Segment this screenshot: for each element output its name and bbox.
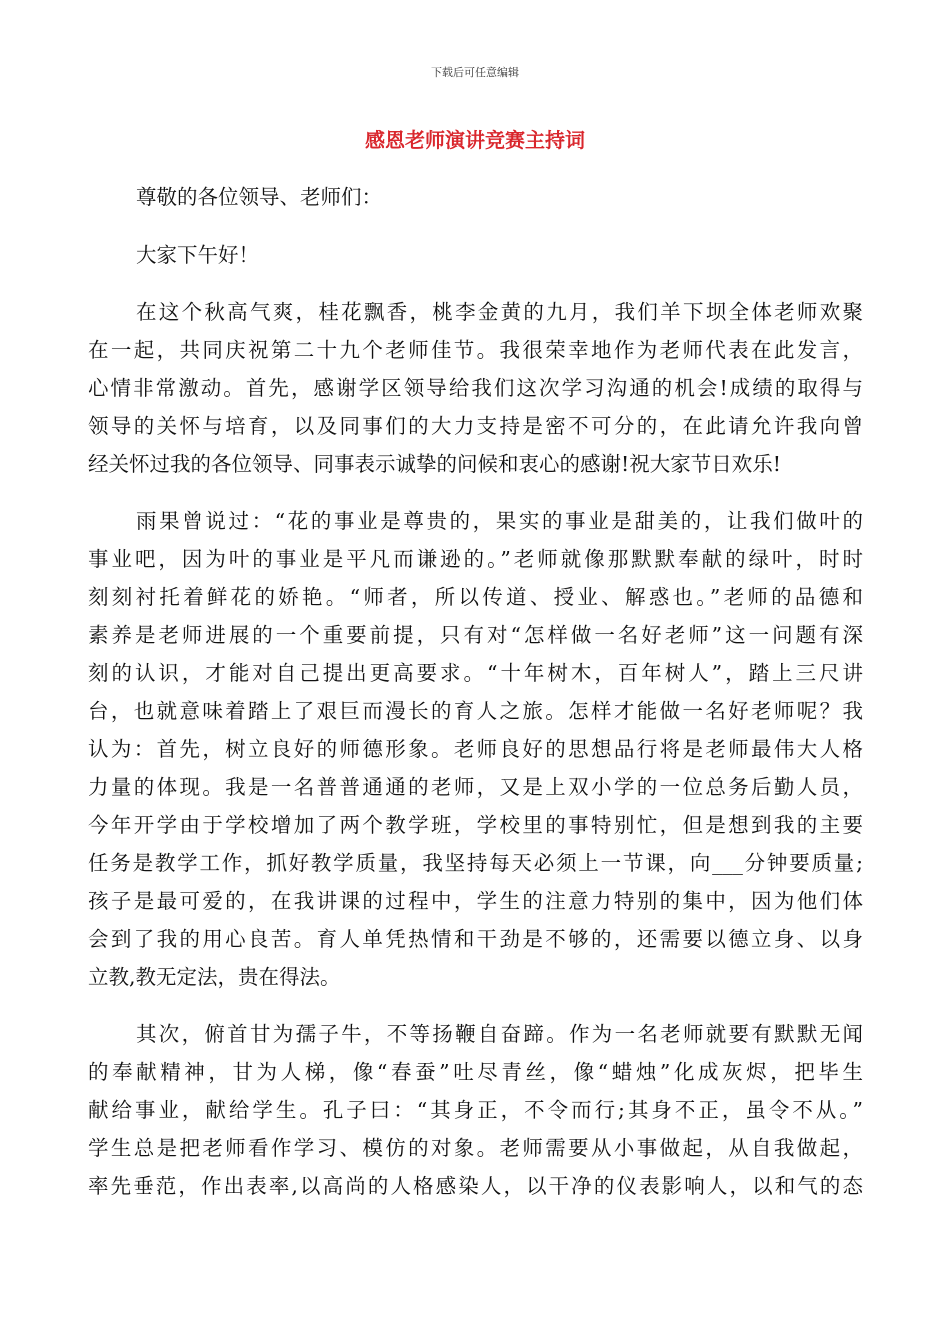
paragraph-1-line: 在这个秋高气爽，桂花飘香，桃李金黄的九月，我们羊下坝全体老师欢聚 xyxy=(136,300,863,324)
paragraph-2-line: 刻刻衬托着鲜花的娇艳。“师者，所以传道、授业、解惑也。”老师的品德和 xyxy=(88,585,863,609)
greeting: 大家下午好！ xyxy=(136,243,259,267)
page-header: 下载后可任意编辑 xyxy=(431,66,519,79)
paragraph-2-line: 会到了我的用心良苦。育人单凭热情和干劲是不够的，还需要以德立身、以身 xyxy=(88,927,863,951)
paragraph-2-line: 孩子是最可爱的，在我讲课的过程中，学生的注意力特别的集中，因为他们体 xyxy=(88,889,863,913)
paragraph-2-line: 事业吧，因为叶的事业是平凡而谦逊的。”老师就像那默默奉献的绿叶，时时 xyxy=(88,547,863,571)
paragraph-2-line: 力量的体现。我是一名普普通通的老师，又是上双小学的一位总务后勤人员， xyxy=(88,775,863,799)
paragraph-2-line: 雨果曾说过：“花的事业是尊贵的，果实的事业是甜美的，让我们做叶的 xyxy=(136,509,863,533)
paragraph-2-line: 立教,教无定法，贵在得法。 xyxy=(88,965,341,989)
paragraph-1-line: 心情非常激动。首先，感谢学区领导给我们这次学习沟通的机会!成绩的取得与 xyxy=(88,376,863,400)
paragraph-1-line: 领导的关怀与培育，以及同事们的大力支持是密不可分的，在此请允许我向曾 xyxy=(88,414,863,438)
paragraph-2-line: 认为：首先，树立良好的师德形象。老师良好的思想品行将是老师最伟大人格 xyxy=(88,737,863,761)
paragraph-2-line: 今年开学由于学校增加了两个教学班，学校里的事特别忙，但是想到我的主要 xyxy=(88,813,863,837)
paragraph-1-line: 在一起，共同庆祝第二十九个老师佳节。我很荣幸地作为老师代表在此发言， xyxy=(88,338,863,362)
paragraph-1-line: 经关怀过我的各位领导、同事表示诚挚的问候和衷心的感谢!祝大家节日欢乐! xyxy=(88,452,781,476)
salutation: 尊敬的各位领导、老师们： xyxy=(136,185,382,209)
paragraph-2-line: 刻的认识，才能对自己提出更高要求。“十年树木，百年树人”，踏上三尺讲 xyxy=(88,661,863,685)
paragraph-2-line: 台，也就意味着踏上了艰巨而漫长的育人之旅。怎样才能做一名好老师呢？我 xyxy=(88,699,863,723)
paragraph-2-line: 任务是教学工作，抓好教学质量，我坚持每天必须上一节课，向___分钟要质量; xyxy=(88,851,863,875)
paragraph-3-line: 献给事业，献给学生。孔子曰：“其身正，不令而行;其身不正，虽令不从。” xyxy=(88,1098,863,1122)
paragraph-3-line: 其次，俯首甘为孺子牛，不等扬鞭自奋蹄。作为一名老师就要有默默无闻 xyxy=(136,1022,863,1046)
paragraph-3-line: 的奉献精神，甘为人梯，像“春蚕”吐尽青丝，像“蜡烛”化成灰烬，把毕生 xyxy=(88,1060,863,1084)
paragraph-2-line: 素养是老师进展的一个重要前提，只有对“怎样做一名好老师”这一问题有深 xyxy=(88,623,863,647)
paragraph-3-line: 率先垂范，作出表率,以高尚的人格感染人，以干净的仪表影响人，以和气的态 xyxy=(88,1174,863,1198)
paragraph-3-line: 学生总是把老师看作学习、模仿的对象。老师需要从小事做起，从自我做起， xyxy=(88,1136,863,1160)
document-title: 感恩老师演讲竞赛主持词 xyxy=(365,128,585,152)
